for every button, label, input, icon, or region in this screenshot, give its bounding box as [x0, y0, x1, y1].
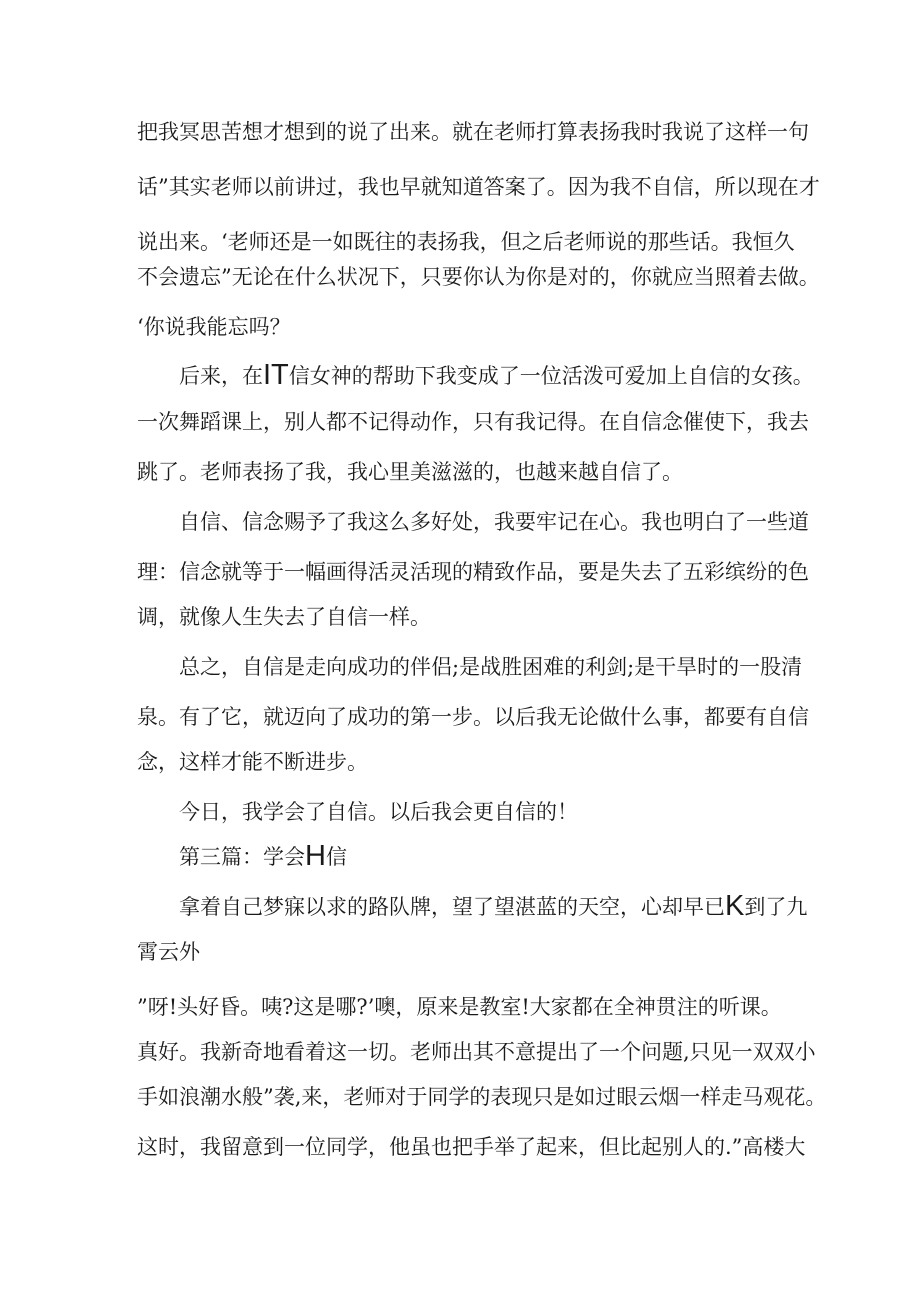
glyph-it: IT — [263, 359, 289, 391]
text-line: 泉。有了它，就迈向了成功的第一步。以后我无论做什么事，都要有自信 — [137, 705, 809, 729]
text-line: ”呀!头好昏。咦?这是哪?’噢，原来是教室!大家都在全神贯注的听课。 — [137, 995, 782, 1019]
text-line: 把我冥思苦想才想到的说了出来。就在老师打算表扬我时我说了这样一句 — [137, 120, 809, 144]
text-segment: 第三篇：学会 — [179, 845, 305, 869]
text-line: 这时，我留意到一位同学，他虽也把手举了起来，但比起别人的.”高楼大 — [137, 1135, 806, 1159]
text-line: 手如浪潮水般”袭,来，老师对于同学的表现只是如过眼云烟一样走马观花。 — [137, 1085, 827, 1109]
paragraph-line — [179, 359, 814, 391]
paragraph-line: 自信、信念赐予了我这么多好处，我要牢记在心。我也明白了一些道 — [179, 510, 809, 534]
paragraph-line: 今日，我学会了自信。以后我会更自信的！ — [179, 800, 578, 824]
text-line: 真好。我新奇地看着这一切。老师出其不意提出了一个问题,只见一双双小 — [137, 1040, 816, 1064]
text-line: 说出来。‘老师还是一如既往的表扬我，但之后老师说的那些话。我恒久 — [137, 230, 795, 254]
text-line: ‘你说我能忘吗？ — [137, 315, 291, 339]
section-heading — [179, 842, 797, 872]
glyph-k: K — [725, 890, 745, 922]
paragraph-line: 总之，自信是走向成功的伴侣;是战胜困难的利剑;是干旱时的一股清 — [179, 655, 803, 679]
text-segment: 后来，在 — [179, 364, 263, 388]
glyph-h: H — [305, 840, 326, 872]
text-segment: 拿着自己梦寐以求的路队牌，望了望湛蓝的天空，心却早已 — [179, 895, 725, 919]
text-line: 不会遗忘”无论在什么状况下，只要你认为你是对的，你就应当照着去做。 — [137, 265, 820, 289]
text-segment: 到了九 — [744, 895, 808, 919]
text-line: 一次舞蹈课上，别人都不记得动作，只有我记得。在自信念催使下，我去 — [137, 410, 809, 434]
text-segment: 信 — [325, 845, 347, 869]
text-line: 念，这样才能不断进步。 — [137, 750, 368, 774]
text-line: 调，就像人生失去了自信一样。 — [137, 605, 431, 629]
text-line: 跳了。老师表扬了我，我心里美滋滋的，也越来越自信了。 — [137, 460, 683, 484]
text-segment: 信女神的帮助下我变成了一位活泼可爱加上自信的女孩。 — [288, 364, 814, 388]
text-line: 霄云外 — [137, 940, 200, 964]
text-line: 话”其实老师以前讲过，我也早就知道答案了。因为我不自信，所以现在才 — [137, 175, 820, 199]
text-line: 理：信念就等于一幅画得活灵活现的精致作品，要是失去了五彩缤纷的色 — [137, 560, 809, 584]
paragraph-line — [179, 890, 808, 922]
